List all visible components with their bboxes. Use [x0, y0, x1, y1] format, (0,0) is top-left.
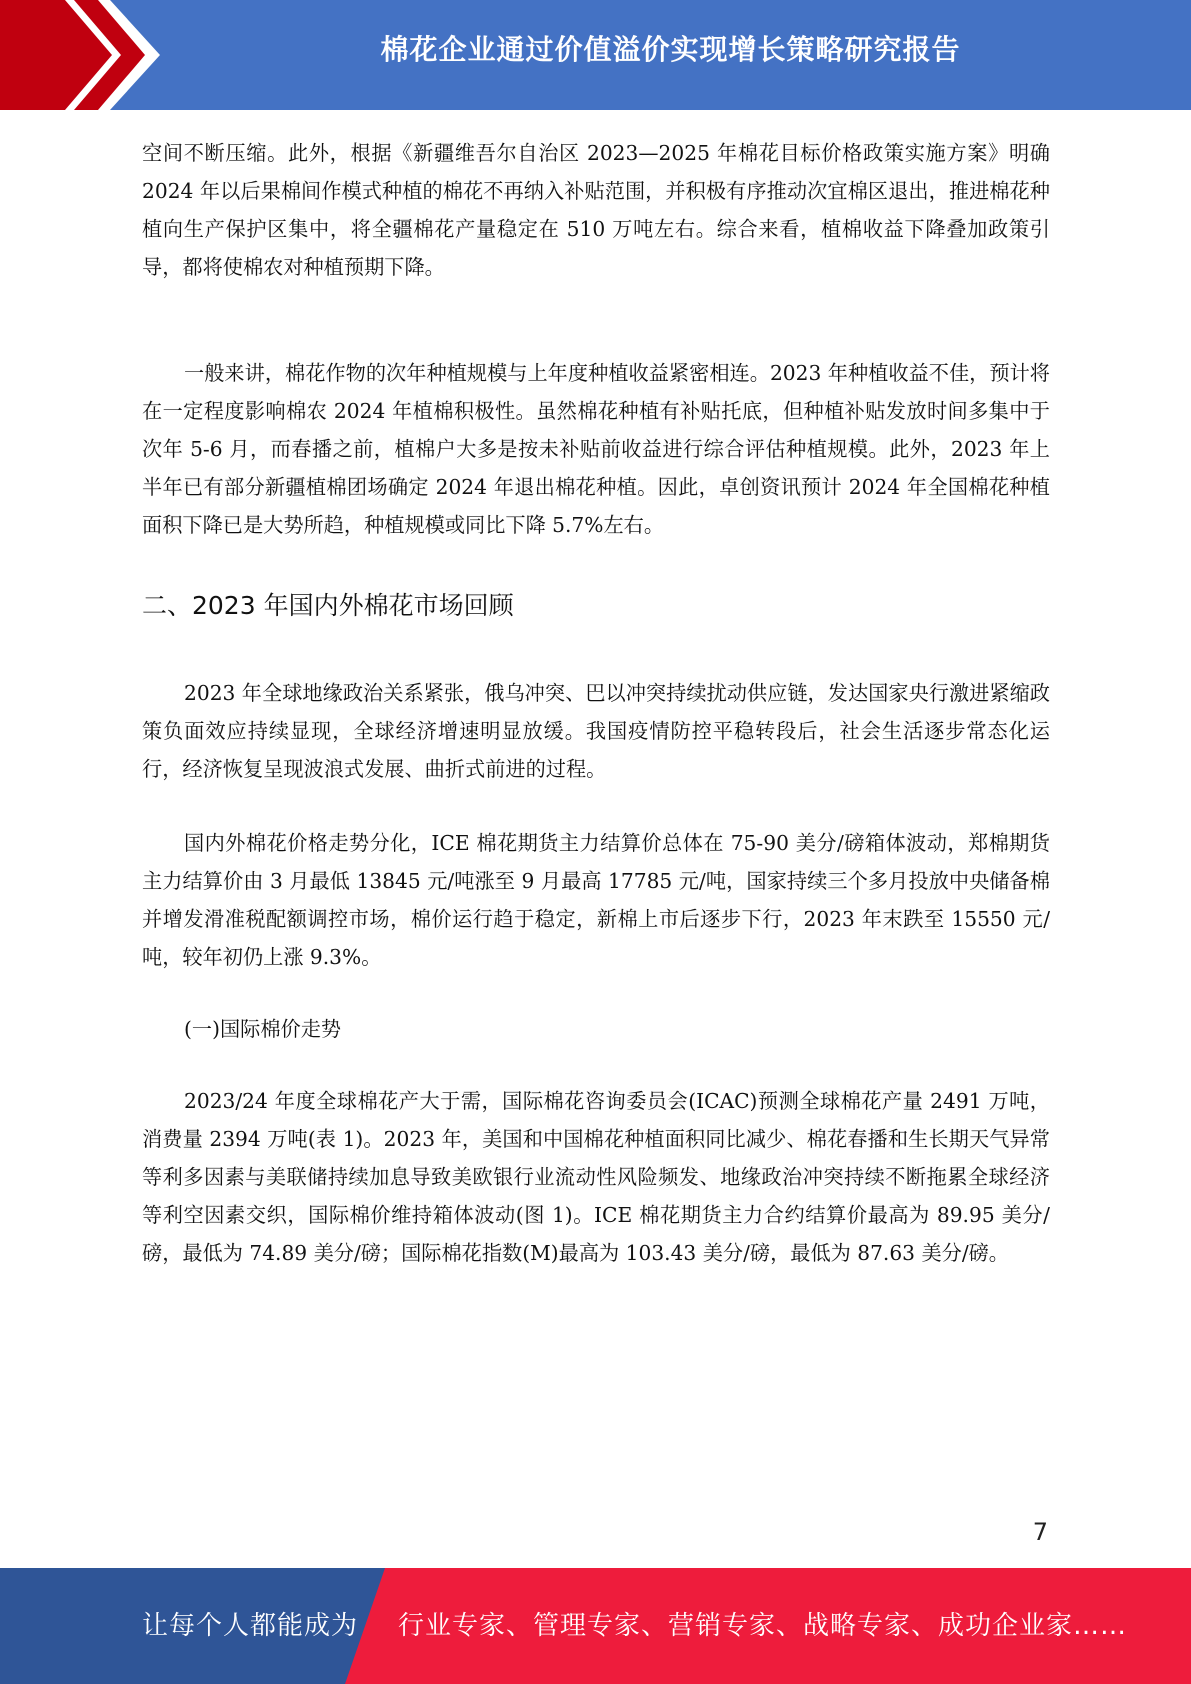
- paragraph: 空间不断压缩。此外，根据《新疆维吾尔自治区 2023—2025 年棉花目标价格政策实施方案》明确 2024 年以后果棉间作模式种植的棉花不再纳入补贴范围，并积极有序推动次宜棉区退出，推进棉花种植向生产保护区集中，将全疆棉花产量稳定在 510 万吨左右。综合来看，植棉收益下降叠加政策引导，都将使棉农对种植预期下降。: [142, 141, 1050, 279]
- page-number: 7: [1032, 1518, 1048, 1546]
- paragraph: 国内外棉花价格走势分化，ICE 棉花期货主力结算价总体在 75-90 美分/磅箱体波动，郑棉期货主力结算价由 3 月最低 13845 元/吨涨至 9 月最高 17785 元/吨，国家持续三个多月投放中央储备棉并增发滑准税配额调控市场，棉价运行趋于稳定，新棉上市后逐步下行，2023 年末跌至 15550 元/吨，较年初仍上涨 9.3%。: [142, 831, 1050, 969]
- subsection-heading: (一)国际棉价走势: [184, 1017, 342, 1041]
- footer-slogan-left: 让每个人都能成为: [142, 1611, 359, 1641]
- paragraph: 一般来讲，棉花作物的次年种植规模与上年度种植收益紧密相连。2023 年种植收益不佳，预计将在一定程度影响棉农 2024 年植棉积极性。虽然棉花种植有补贴托底，但种植补贴发放时间多集中于次年 5-6 月，而春播之前，植棉户大多是按未补贴前收益进行综合评估种植规模。此外，2023 年上半年已有部分新疆植棉团场确定 2024 年退出棉花种植。因此，卓创资讯预计 2024 年全国棉花种植面积下降已是大势所趋，种植规模或同比下降 5.7%左右。: [142, 361, 1050, 537]
- footer-slogan-right: 行业专家、管理专家、营销专家、战略专家、成功企业家……: [398, 1611, 1128, 1641]
- page-header: [0, 0, 1191, 110]
- paragraph: 2023 年全球地缘政治关系紧张，俄乌冲突、巴以冲突持续扰动供应链，发达国家央行激进紧缩政策负面效应持续显现，全球经济增速明显放缓。我国疫情防控平稳转段后，社会生活逐步常态化运行，经济恢复呈现波浪式发展、曲折式前进的过程。: [142, 681, 1050, 781]
- main-content: [142, 134, 1050, 1272]
- section-heading: 二、2023 年国内外棉花市场回顾: [142, 591, 514, 620]
- page-footer: [0, 1568, 1191, 1684]
- report-title: 棉花企业通过价值溢价实现增长策略研究报告: [380, 33, 961, 66]
- paragraph: 2023/24 年度全球棉花产大于需，国际棉花咨询委员会(ICAC)预测全球棉花产量 2491 万吨，消费量 2394 万吨(表 1)。2023 年，美国和中国棉花种植面积同比减少、棉花春播和生长期天气异常等利多因素与美联储持续加息导致美欧银行业流动性风险频发、地缘政治冲突持续不断拖累全球经济等利空因素交织，国际棉价维持箱体波动(图 1)。ICE 棉花期货主力合约结算价最高为 89.95 美分/磅，最低为 74.89 美分/磅；国际棉花指数(M)最高为 103.43 美分/磅，最低为 87.63 美分/磅。: [142, 1089, 1050, 1265]
- header-arrow-graphic: [0, 0, 160, 110]
